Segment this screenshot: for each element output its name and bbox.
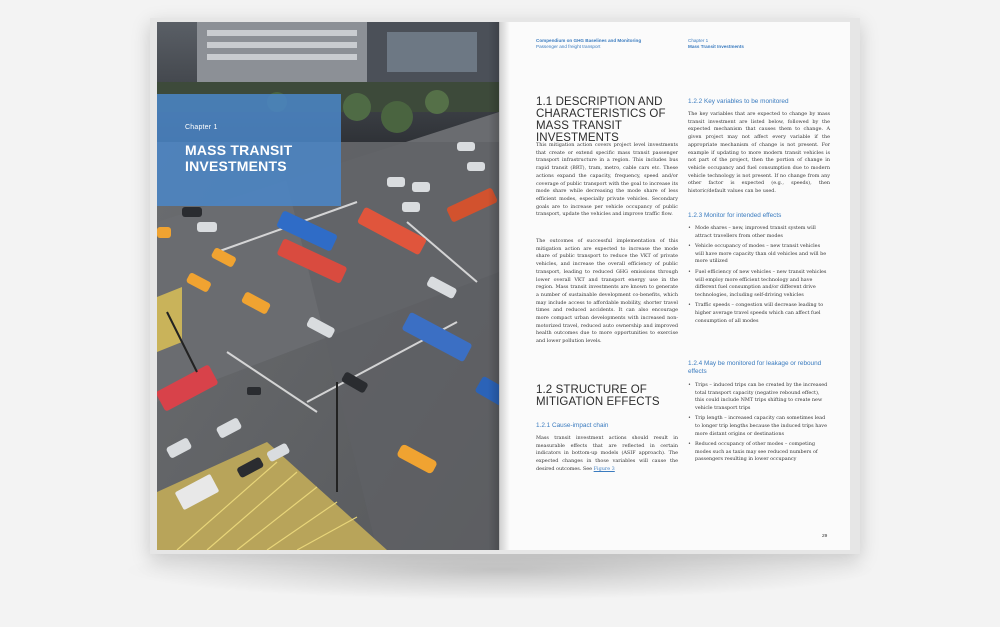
list-item: • Fuel efficiency of new vehicles – new transit vehicles will employ more efficient technology and have different fuel consumption and/or different drive technologies, including self-driving vehicles [688,269,830,299]
figure-3-link[interactable]: Figure 3 [593,465,615,472]
left-page [157,22,499,550]
intended-effects-list [688,225,830,328]
running-header-chapter-title: Mass Transit Investments [688,44,744,49]
running-header-subtitle: Passenger and freight transport [536,44,601,49]
section-1-1-paragraph-1: This mitigation action covers project level investments that create or extend specific mass transit passenger transport infrastructure in a region. This includes bus rapid transit (BRT), tram, metro, cable cars etc. These actions expand the capacity, frequency, speed and/or coverage of public transport with the goal to increase its mode share while decreasing the mode share of less efficient modes, especially private vehicles. Secondary goals are to increase per vehicle occupancy of public transport, update the vehicles and improve traffic flow. [536,142,678,218]
leakage-effects-list [688,382,830,467]
right-page [500,22,850,550]
list-item: • Traffic speeds – congestion will decrease leading to higher average travel speeds which can affect fuel consumption of all modes [688,302,830,325]
list-item: • Reduced occupancy of other modes – competing modes such as taxis may see reduced numbers of passengers resulting in lower occupancy [688,441,830,464]
section-1-2-2-paragraph: The key variables that are expected to change by mass transit investment are listed below, followed by the expected mechanism that causes them to change. A given project may not affect every variable if the appropriate mechanism of change is not present. For example if updating to more modern transit vehicles is not part of the project, then the portion of change in vehicle occupancy and fuel consumption due to modern vehicle technology is not present. If no change from any other factor is expected (e.g., speeds), then historic/default values can be used. [688,111,830,195]
section-1-2-1-heading: 1.2.1 Cause-impact chain [536,422,609,429]
running-header-title: Compendium on GHG Baselines and Monitoring [536,38,642,43]
list-item: • Vehicle occupancy of modes – new transit vehicles will have more capacity than old vehicles and will be more utilized [688,243,830,266]
section-1-2-1-text: Mass transit investment actions should result in measurable effects that are reflected in certain indicators in bottom-up models (ASIF approach). The expected changes in those variables will cause the desired outcomes. See [536,435,678,472]
running-header-right [688,38,828,50]
section-1-2-3-heading: 1.2.3 Monitor for intended effects [688,212,782,219]
section-1-2-1-paragraph [536,435,678,474]
page-number: 29 [822,534,828,539]
running-header-chapter: Chapter 1 [688,38,709,43]
list-item: • Mode shares – new, improved transit system will attract travellers from other modes [688,225,830,240]
list-item: • Trips – induced trips can be created by the increased total transport capacity (negative rebound effect), this could include NMT trips shifting to create new vehicle transport trips [688,382,830,412]
section-1-2-2-heading: 1.2.2 Key variables to be monitored [688,98,789,105]
chapter-title-box [157,94,341,206]
section-1-2-4-heading: 1.2.4 May be monitored for leakage or rebound effects [688,360,822,375]
list-item: • Trip length – increased capacity can sometimes lead to longer trip lengths because the induced trips have more distant origins or destinations [688,415,830,438]
section-1-2-heading: 1.2 STRUCTURE OF MITIGATION EFFECTS [536,384,660,408]
chapter-title: MASS TRANSIT INVESTMENTS [185,142,293,174]
running-header-left [536,38,676,50]
section-1-1-paragraph-2: The outcomes of successful implementation of this mitigation action are expected to increase the mode share of public transport to reduce the VKT of private vehicles, and increase the overall efficiency of public transport, leading to reduced GHG emissions through lower overall VKT and transport energy use in the region. Mass transit investments are known to generate a number of sustainable development co-benefits, which may include access to affordable mobility, shorter travel times and reduced accidents. It can also encourage more compact urban developments with increased non-motorized travel, reduced auto ownership and improved health outcomes due to more opportunities to exercise and lower pollution levels. [536,238,678,345]
chapter-label: Chapter 1 [185,124,218,131]
section-1-1-heading: 1.1 DESCRIPTION AND CHARACTERISTICS OF MASS TRANSIT INVESTMENTS [536,96,666,144]
